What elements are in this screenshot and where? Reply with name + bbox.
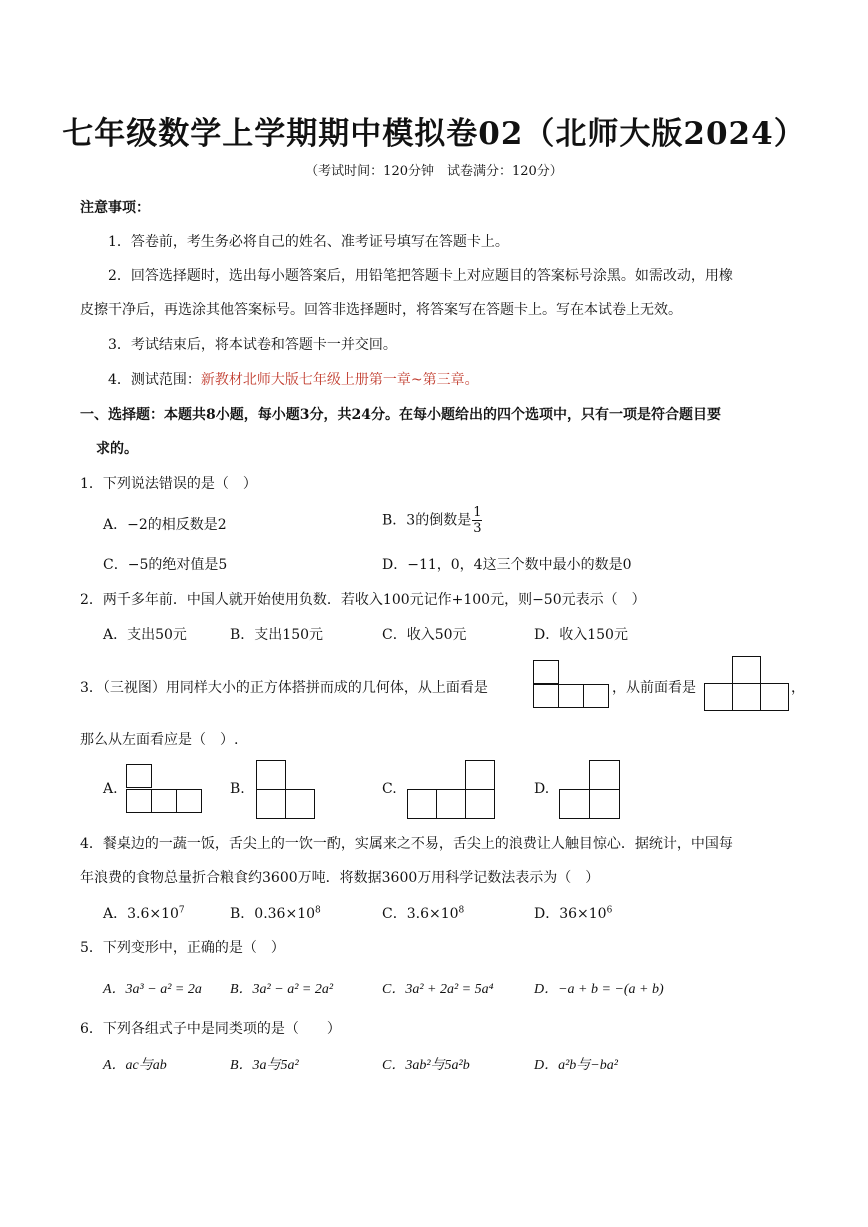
- exam-info: （考试时间：120分钟 试卷满分：120分）: [305, 164, 563, 179]
- q4-option-b-exp: 8: [315, 905, 321, 916]
- q1-option-c: C．−5的绝对值是5: [103, 557, 228, 573]
- q4-option-c-base: C．3.6×10: [382, 906, 459, 922]
- q3-option-d-figure: [559, 760, 621, 818]
- q3-option-a-figure: [126, 764, 206, 816]
- q1-option-b: [382, 506, 482, 535]
- fraction-denominator: 3: [473, 521, 482, 536]
- q4-option-b-base: B．0.36×10: [230, 906, 316, 922]
- notice-item-2: 2．回答选择题时，选出每小题答案后，用铅笔把答题卡上对应题目的答案标号涂黑。如需改动，用橡: [108, 268, 733, 284]
- q4-stem-line2: 年浪费的食物总量折合粮食约3600万吨．将数据3600万用科学记数法表示为（ ）: [80, 870, 600, 886]
- scope-value: 新教材北师大版七年级上册第一章~第三章。: [200, 372, 479, 388]
- q1-stem: 1．下列说法错误的是（ ）: [80, 476, 257, 492]
- top-view-figure: [533, 660, 611, 710]
- q5-option-c: C．3a² + 2a² = 5a⁴: [382, 982, 494, 997]
- notice-item-3: 3．考试结束后，将本试卷和答题卡一并交回。: [108, 337, 397, 353]
- notice-item-1: 1．答卷前，考生务必将自己的姓名、准考证号填写在答题卡上。: [108, 234, 509, 250]
- q4-option-d-exp: 6: [606, 905, 613, 916]
- q4-option-c: [382, 903, 464, 923]
- section1-heading: 一、选择题：本题共8小题，每小题3分，共24分。在每小题给出的四个选项中，只有一项是符合题目要: [80, 407, 721, 423]
- q3-option-c-figure: [407, 760, 497, 818]
- q1-option-b-text: B．3的倒数是: [382, 512, 472, 529]
- q4-option-c-exp: 8: [458, 905, 465, 916]
- q1-option-d: D．−11，0，4这三个数中最小的数是0: [382, 557, 632, 573]
- q2-option-c: C．收入50元: [382, 627, 467, 643]
- q5-stem: 5．下列变形中，正确的是（ ）: [80, 940, 285, 956]
- q5-option-a: A．3a³ − a² = 2a: [103, 982, 202, 997]
- q5-option-b: B．3a² − a² = 2a²: [230, 982, 334, 997]
- q6-option-a: A．ac与ab: [103, 1058, 167, 1073]
- q6-option-d: D．a²b与−ba²: [534, 1058, 618, 1073]
- section1-heading-cont: 求的。: [96, 441, 138, 457]
- scope-label: 4．测试范围：: [108, 372, 201, 388]
- page-title: 七年级数学上学期期中模拟卷02（北师大版2024）: [62, 116, 806, 152]
- q2-option-d: D．收入150元: [534, 627, 628, 643]
- fraction-numerator: 1: [473, 505, 482, 520]
- q3-option-b-figure: [256, 760, 316, 818]
- q2-option-b: B．支出150元: [230, 627, 324, 643]
- q4-option-d: [534, 903, 612, 923]
- q3-stem-mid: ，从前面看是: [612, 680, 696, 696]
- notice-heading: 注意事项：: [80, 200, 150, 216]
- q4-option-a-base: A．3.6×10: [103, 906, 179, 922]
- q6-option-b: B．3a与5a²: [230, 1058, 299, 1073]
- q4-stem: 4．餐桌边的一蔬一饭，舌尖上的一饮一酌，实属来之不易，舌尖上的浪费让人触目惊心．据统计，中国每: [80, 836, 733, 852]
- q4-option-d-base: D．36×10: [534, 906, 607, 922]
- front-view-figure: [704, 656, 790, 712]
- q2-stem: 2．两千多年前．中国人就开始使用负数．若收入100元记作+100元，则−50元表示（ ）: [80, 592, 646, 608]
- q6-stem: 6．下列各组式子中是同类项的是（ ）: [80, 1021, 341, 1037]
- q3-option-b: B.: [230, 781, 245, 797]
- q3-option-a: A.: [103, 781, 118, 797]
- q3-stem-end: ，: [791, 680, 805, 696]
- q4-option-b: [230, 903, 321, 923]
- notice-item-4: [108, 369, 479, 389]
- q1-option-a: A．−2的相反数是2: [103, 517, 227, 533]
- q2-option-a: A．支出50元: [103, 627, 187, 643]
- q3-option-d: D.: [534, 781, 550, 797]
- notice-item-2-cont: 皮擦干净后，再选涂其他答案标号。回答非选择题时，将答案写在答题卡上。写在本试卷上无效。: [80, 302, 682, 318]
- q3-option-c: C.: [382, 781, 397, 797]
- q3-stem: 3．（三视图）用同样大小的正方体搭拼而成的几何体，从上面看是: [80, 680, 488, 696]
- q5-option-d: D．−a + b = −(a + b): [534, 982, 664, 997]
- q4-option-a-exp: 7: [178, 905, 185, 916]
- q6-option-c: C．3ab²与5a²b: [382, 1058, 470, 1073]
- fraction: [472, 506, 482, 535]
- q4-option-a: [103, 903, 185, 923]
- q3-stem-line2: 那么从左面看应是（ ）.: [80, 732, 239, 748]
